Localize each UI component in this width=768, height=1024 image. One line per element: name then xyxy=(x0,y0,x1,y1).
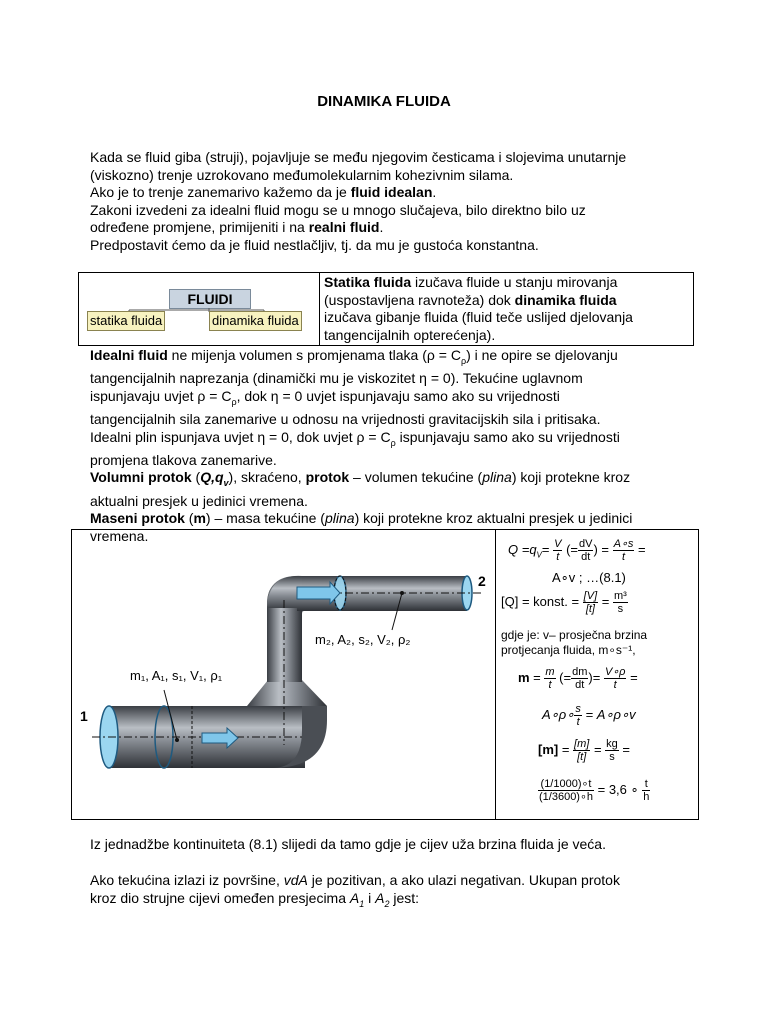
formula-units-q: [Q] = konst. = $\frac{[V]}{[t]}$ = $\frac{\text{m³}}{s}$ xyxy=(501,590,627,615)
formula-mass-flow: m = $\frac{m}{t}$ (= $\frac{dm}{dt}$ )= $\frac{V\circ\rho}{t}$ = xyxy=(518,666,638,691)
section-1-label: 1 xyxy=(80,708,88,724)
pipe-reducer xyxy=(247,680,327,706)
continuity-paragraph: Iz jednadžbe kontinuiteta (8.1) slijedi da tamo gdje je cijev uža brzina fluida je veća. xyxy=(90,836,606,852)
flow-paragraph: Ako tekućina izlazi iz površine, vdA je pozitivan, a ako ulazi negativan. Ukupan protok kroz dio strujne cijevi omeđen presjecima $A_1$ i $A_2$ jest: xyxy=(90,872,620,909)
fluidi-connector xyxy=(79,273,319,345)
formula-mass-flow-2: A∘ρ∘ $\frac{s}{t}$ = A∘ρ∘v xyxy=(542,703,636,728)
formula-volumetric-flow: $Q =q_V=$ $\frac{V}{t}$ (= $\frac{dV}{dt}$ ) = $\frac{A\circ s}{t}$ = xyxy=(508,538,646,563)
statika-box xyxy=(78,272,694,346)
figure-divider xyxy=(495,530,496,819)
fluidi-root: FLUIDI xyxy=(169,289,251,309)
formula-8-1: A∘v ; …(8.1) xyxy=(552,570,626,585)
intro-paragraph: Kada se fluid giba (struji), pojavljuje se među njegovim česticama i slojevima unutarnje (viskozno) trenje uzrokovano međumolekularnim kohezivnim silama. Ako je to trenje zanemarivo kažemo da je fluid idealan. Zakoni izvedeni za idealni fluid mogu se u mnogo slučajeva, bilo direktno bilo uz određene promjene, primijeniti i na realni fluid. Predpostavit ćemo da je fluid nestlačljiv, tj. da mu je gustoća konstantna. xyxy=(90,149,627,253)
formula-note: gdje je: v– prosječna brzina protjecanja fluida, m∘s⁻¹, xyxy=(501,628,648,657)
state-2-label: m₂, A₂, s₂, V₂, ρ₂ xyxy=(315,632,411,647)
statika-tag: statika fluida xyxy=(87,311,165,331)
section-2-label: 2 xyxy=(478,573,486,589)
ideal-paragraph: Idealni fluid ne mijenja volumen s promjenama tlaka $(\rho = C_\rho)$ i ne opire se djelovanju tangencijalnih naprezanja (dinamički mu je viskozitet η = 0). Tekućine uglavnom ispunjavaju uvjet $\rho = C_\rho$, dok η = 0 uvjet ispunjavaju samo ako su vrijednosti tangencijalnih sila zanemarive u odnosu na vrijednosti gravitacijskih sila i pritisaka. Idealni plin ispunjava uvjet η = 0, dok uvjet $\rho = C_\rho$ ispunjavaju samo ako su vrijednosti promjena tlakova zanemarive. Volumni protok $(Q,q_v)$, skraćeno, protok – volumen tekućine (plina) koji protekne kroz aktualni presjek u jedinici vremena. Maseni protok (m) – masa tekućine (plina) koji protekne kroz aktualni presjek u jedinici vremena. xyxy=(90,347,633,544)
pipe-figure-box xyxy=(71,529,699,820)
formula-units-m: [m] = $\frac{[m]}{[t]}$ = $\frac{kg}{s}$ = xyxy=(538,738,630,763)
dinamika-tag: dinamika fluida xyxy=(209,311,302,331)
page-title: DINAMIKA FLUIDA xyxy=(317,93,451,110)
box-divider xyxy=(319,273,320,345)
formula-conversion: $\frac{(1/1000)\circ t}{(1/3600)\circ h}$ = 3,6 ∘ $\frac{t}{h}$ xyxy=(539,778,650,803)
state-1-label: m₁, A₁, s₁, V₁, ρ₁ xyxy=(130,668,223,683)
statika-text: Statika fluida izučava fluide u stanju mirovanja (uspostavljena ravnoteža) dok dinamika fluida izučava gibanje fluida (fluid teče uslijed djelovanja tangencijalnih opterećenja). xyxy=(324,274,633,343)
